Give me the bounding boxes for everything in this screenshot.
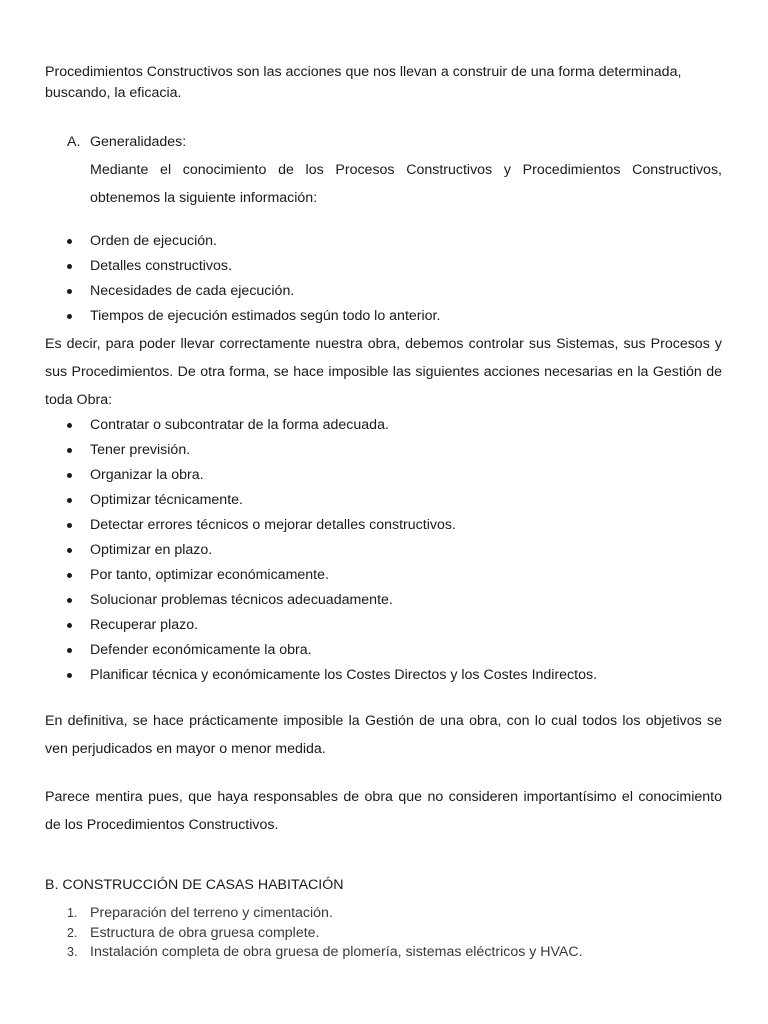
list-item-number: 3. — [67, 945, 78, 959]
bullet-icon — [67, 548, 72, 553]
list-item-text: Por tanto, optimizar económicamente. — [90, 567, 329, 583]
list-item-text: Estructura de obra gruesa complete. — [90, 924, 320, 941]
list-item-text: Tiempos de ejecución estimados según todo lo anterior. — [90, 308, 441, 324]
list-item — [45, 463, 722, 488]
list-item-number: 2. — [67, 925, 78, 940]
bullet-icon — [67, 289, 72, 294]
list-item — [45, 904, 722, 924]
section-b-title: B. CONSTRUCCIÓN DE CASAS HABITACIÓN — [45, 877, 344, 893]
bullet-icon — [67, 473, 72, 478]
bullet-icon — [67, 523, 72, 528]
list-item-number: 1. — [67, 906, 78, 920]
list-item-text: Contratar o subcontratar de la forma adecuada. — [90, 417, 389, 433]
list-item — [45, 413, 722, 438]
list-item — [45, 613, 722, 638]
bullet-icon — [67, 498, 72, 503]
section-a-title: Generalidades: — [90, 134, 187, 150]
list-item-text: Tener previsión. — [90, 442, 191, 458]
list-item-text: Optimizar técnicamente. — [90, 492, 243, 508]
bullet-icon — [67, 448, 72, 453]
bullet-icon — [67, 623, 72, 628]
list-item-text: Solucionar problemas técnicos adecuadamente. — [90, 592, 393, 608]
list-item — [45, 279, 722, 304]
actions-bullet-list — [45, 413, 722, 688]
list-item — [45, 588, 722, 613]
section-b-numbered-list — [45, 904, 722, 963]
list-item — [45, 943, 722, 963]
bullet-icon — [67, 239, 72, 244]
bullet-icon — [67, 314, 72, 319]
bullet-icon — [67, 264, 72, 269]
list-item-text: Recuperar plazo. — [90, 617, 199, 633]
bullet-icon — [67, 598, 72, 603]
list-item-text: Planificar técnica y económicamente los Costes Directos y los Costes Indirectos. — [90, 667, 598, 683]
list-item-text: Detectar errores técnicos o mejorar detalles constructivos. — [90, 517, 456, 533]
list-item — [45, 488, 722, 513]
list-item-text: Organizar la obra. — [90, 467, 204, 483]
section-a-body: Mediante el conocimiento de los Procesos Constructivos y Procedimientos Constructivos, obtenemos la siguiente información: — [90, 162, 722, 206]
list-item — [45, 304, 722, 329]
list-item-text: Necesidades de cada ejecución. — [90, 283, 295, 299]
section-a — [45, 131, 722, 206]
info-bullet-list — [45, 229, 722, 329]
list-item-text: Preparación del terreno y cimentación. — [90, 905, 333, 921]
list-item — [45, 513, 722, 538]
bullet-icon — [67, 673, 72, 678]
list-item — [45, 229, 722, 254]
section-a-heading — [45, 131, 722, 153]
list-item-text: Defender económicamente la obra. — [90, 642, 312, 658]
list-item-text: Instalación completa de obra gruesa de plomería, sistemas eléctricos y HVAC. — [90, 944, 583, 960]
list-item — [45, 254, 722, 279]
list-item-text: Orden de ejecución. — [90, 233, 217, 249]
list-item — [45, 663, 722, 688]
bullet-icon — [67, 423, 72, 428]
list-item-text: Detalles constructivos. — [90, 258, 232, 274]
list-item-text: Optimizar en plazo. — [90, 542, 213, 558]
bullet-icon — [67, 648, 72, 653]
paragraph-es-decir: Es decir, para poder llevar correctamente nuestra obra, debemos controlar sus Sistemas, sus Procesos y sus Procedimientos. De otra forma, se hace imposible las siguientes acciones necesarias en la Gestión de toda Obra: — [45, 336, 722, 408]
list-item — [45, 924, 722, 944]
paragraph-en-definitiva: En definitiva, se hace prácticamente imposible la Gestión de una obra, con lo cual todos los objetivos se ven perjudicados en mayor o menor medida. — [45, 713, 722, 757]
list-item — [45, 538, 722, 563]
list-item — [45, 438, 722, 463]
bullet-icon — [67, 573, 72, 578]
paragraph-parece-mentira: Parece mentira pues, que haya responsables de obra que no consideren importantísimo el conocimiento de los Procedimientos Constructivos. — [45, 789, 722, 833]
list-item — [45, 563, 722, 588]
section-a-marker: A. — [67, 134, 81, 150]
list-item — [45, 638, 722, 663]
intro-paragraph: Procedimientos Constructivos son las acciones que nos llevan a construir de una forma determinada, buscando, la eficacia. — [45, 64, 682, 101]
